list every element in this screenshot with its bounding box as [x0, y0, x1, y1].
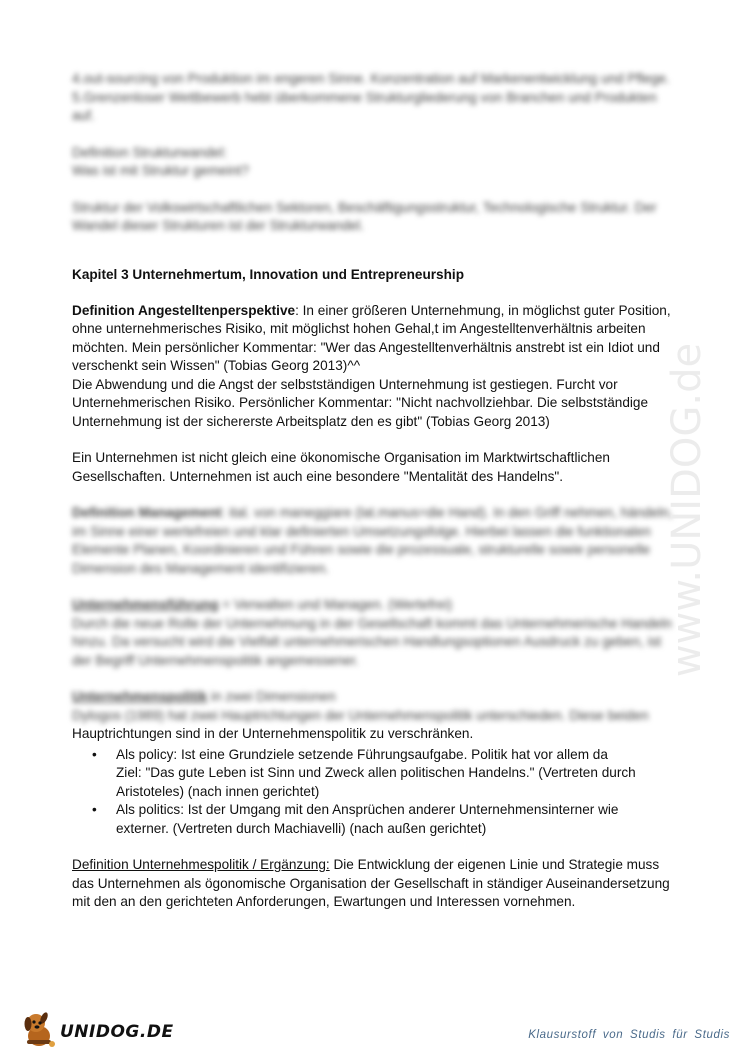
- blurred-management-section: [72, 504, 678, 725]
- definition-label: Definition Angestelltenperspektive: [72, 302, 296, 318]
- blurred-line: hinzu. Da versucht wird die Vielfalt unternehmerischen Handlungsoptionen Ausdruck zu geben, ist der Begriff Unternehmenspolitik angemessener.: [72, 634, 662, 668]
- blurred-label: Definition Management: [72, 505, 222, 520]
- document-page: [72, 70, 678, 912]
- definition-label: Definition Unternehmespolitik / Ergänzung:: [72, 857, 330, 872]
- watermark-text: www.UNIDOG.de: [664, 342, 710, 678]
- blurred-text: = Verwalten und Managen. (Wertefrei): [218, 597, 453, 612]
- bullet-icon: •: [92, 746, 97, 762]
- blurred-line: Durch die neue Rolle der Unternehmung in der Gesellschaft kommt das Unternehmerische Handeln: [72, 615, 672, 631]
- blurred-line: Struktur der Volkswirtschaftlichen Sektoren, Beschäftigungsstruktur, Technologische Struktur. Der Wandel dieser Strukturen ist der Strukturwandel.: [72, 199, 657, 233]
- blurred-line: Definition Strukturwandel:: [72, 144, 227, 160]
- blurred-line: 4.out-sourcing von Produktion im engeren Sinne. Konzentration auf Markenentwicklung und Pflege.: [72, 71, 670, 86]
- footer-tagline: Klausurstoff von Studis für Studis: [528, 1029, 730, 1041]
- list-item: • Als politics: Ist der Umgang mit den Ansprüchen anderer Unternehmensinterner wie externer. (Vertreten durch Machiavelli) (nach außen gerichtet): [92, 802, 619, 836]
- blurred-intro-section: [72, 70, 678, 236]
- angestellten-quote-end: verschenkt sein Wissen" (Tobias Georg 2013)^^: [72, 358, 361, 373]
- logo-text: UNIDOG.DE: [60, 1022, 174, 1042]
- blurred-label: Unternehmensführung: [72, 597, 219, 612]
- definition-text: Die Entwicklung der eigenen Linie und Strategie muss das Unternehmen als ögonomische Organisation der Gesellschaft in ständiger Auseinandersetzung mit den an den gerichteten Anforderungen, Ewartungen und Interessen vornehmen.: [72, 857, 670, 909]
- hauptrichtungen-line: Hauptrichtungen sind in der Unternehmenspolitik zu verschränken.: [72, 726, 474, 741]
- ergaenzung-paragraph: [72, 856, 678, 912]
- angestellten-comment: Die Abwendung und die Angst der selbstständigen Unternehmung ist gestiegen. Furcht vor Unternehmerischen Risiko. Persönlicher Kommentar: "Nicht nachvollziehbar. Die selbstständige Unternehmung ist der sichererste Arbeitsplatz den es gibt" (Tobias Georg 2013): [72, 376, 649, 429]
- footer-logo[interactable]: [22, 1010, 174, 1050]
- dog-mascot-icon: [22, 1010, 60, 1050]
- definition-text: : In einer größeren Unternehmung, in möglichst guter Position, ohne unternehmerisches Risiko, mit möglichst hohen Gehal,t im Angestelltenverhältnis arbeiten möchten. Mein persönlicher Kommentar: "Wer das Angestelltenverhältnis anstrebt ist ein Idiot und: [72, 302, 671, 355]
- blurred-line: Dylogos (1989) hat zwei Hauptrichtungen der Unternehmenspolitik unterschieden. Diese beiden: [72, 707, 649, 723]
- blurred-label: Unternehmenspolitik: [72, 689, 208, 704]
- blurred-line: 5.Grenzenloser Wettbewerb hebt überkommene Strukturgliederung von Branchen und Produkten auf.: [72, 89, 657, 123]
- policy-list: [72, 746, 678, 839]
- blurred-text: : ital. von maneggiare (lat.manus=die Hand). In den Griff nehmen, händeln, im Sinne einer wertefreien und klar definierten Umsetzungsfolge. Hierbei lassen die funktionalen Elemente Planen, Koordinieren und Führen sowie die prozessuale, strukturelle sowie personelle Dimension des Management identifizieren.: [72, 505, 673, 576]
- blurred-line: Was ist mit Struktur gemeint?: [72, 163, 250, 178]
- angestellten-paragraph: [72, 302, 678, 358]
- watermark: [660, 280, 740, 740]
- chapter-heading: Kapitel 3 Unternehmertum, Innovation und Entrepreneurship: [72, 266, 464, 282]
- bullet-icon: •: [92, 802, 97, 817]
- list-item: • Als policy: Ist eine Grundziele setzende Führungsaufgabe. Politik hat vor allem da Ziel: "Das gute Leben ist Sinn und Zweck allen politischen Handelns." (Vertreten durch Aristoteles) (nach innen gerichtet): [92, 746, 636, 799]
- unternehmen-paragraph: Ein Unternehmen ist nicht gleich eine ökonomische Organisation im Marktwirtschaftlichen Gesellschaften. Unternehmen ist auch eine besondere "Mentalität des Handelns".: [72, 450, 610, 484]
- blurred-text: in zwei Dimensionen: [207, 689, 336, 704]
